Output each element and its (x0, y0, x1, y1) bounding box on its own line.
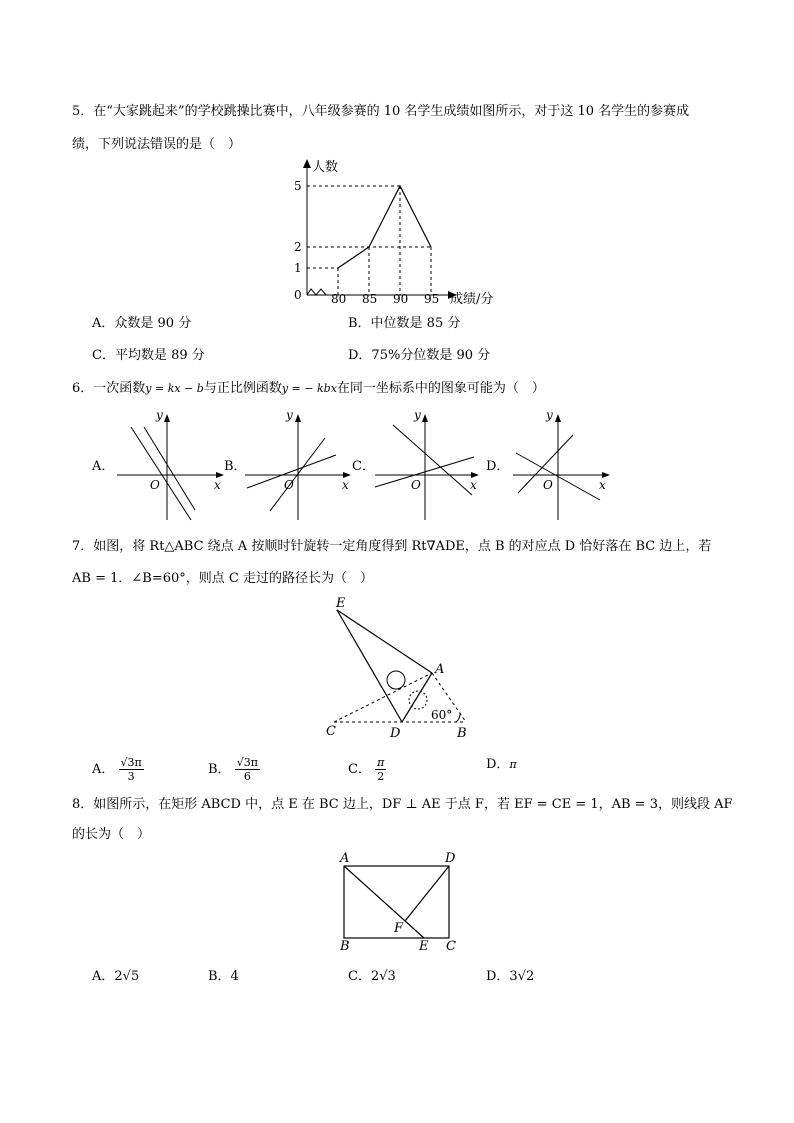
q7-option-c[interactable] (348, 756, 386, 783)
y-tick-label: 0 (294, 288, 302, 302)
q6-b-x-label: x (342, 478, 349, 492)
q6-c-x-label: x (470, 478, 477, 492)
q6-a-x-label: x (214, 478, 221, 492)
q8-option-b[interactable]: B．4 (208, 969, 239, 984)
y-tick-label: 5 (294, 179, 302, 193)
x-tick-label: 95 (424, 292, 440, 306)
q7-stem-line2: AB = 1．∠B=60°，则点 C 走过的路径长为（ ） (72, 571, 373, 586)
q7-a-num: √3π (120, 756, 142, 769)
q7-label-b: B (457, 726, 467, 741)
series-polyline (338, 186, 431, 268)
q8-label-f: F (394, 921, 404, 936)
x-tick-label: 80 (331, 292, 347, 306)
q6-d-x-label: x (599, 478, 606, 492)
q7-stem-line1: 7．如图，将 Rt△ABC 绕点 A 按顺时针旋转一定角度得到 Rt∇ADE，点 B 的对应点 D 恰好落在 BC 边上，若 (72, 539, 712, 554)
x-tick-label: 90 (393, 292, 409, 306)
q8-stem-line2: 的长为（ ） (72, 827, 151, 842)
y-tick-label: 2 (294, 240, 302, 254)
q6-formula-2: y = − kbx (281, 382, 337, 395)
q7-figure (320, 593, 480, 743)
q8-stem-line1: 8．如图所示，在矩形 ABCD 中，点 E 在 BC 边上，DF ⊥ AE 于点 F，若 EF = CE = 1，AB = 3，则线段 AF (72, 797, 733, 812)
q6-d-y-label: y (546, 408, 553, 422)
q5-option-d[interactable]: D．75%分位数是 90 分 (348, 348, 491, 363)
q6-option-c[interactable]: C． (352, 459, 375, 474)
q6-b-origin: O (284, 478, 294, 492)
q8-option-a[interactable]: A．2√5 (92, 969, 140, 984)
q8-option-c[interactable]: C．2√3 (348, 969, 396, 984)
q5-option-b[interactable]: B．中位数是 85 分 (348, 316, 461, 331)
q7-angle-label: 60° (431, 708, 453, 722)
y-tick-label: 1 (294, 261, 302, 275)
q7-option-c-fraction (375, 756, 386, 783)
q7-label-e: E (336, 596, 346, 611)
q5-option-a[interactable]: A．众数是 90 分 (92, 316, 192, 331)
q5-option-c[interactable]: C．平均数是 89 分 (92, 348, 205, 363)
y-axis-arrow (303, 159, 311, 168)
q6-option-a[interactable]: A． (92, 459, 115, 474)
q7-option-b[interactable] (208, 756, 260, 783)
q7-option-a[interactable] (92, 756, 144, 783)
q7-a-den: 3 (127, 770, 135, 783)
q6-a-origin: O (150, 478, 160, 492)
series-line (338, 186, 431, 268)
q7-option-b-label: B． (208, 762, 231, 777)
q6-graph-d (513, 408, 610, 520)
q8-label-d: D (445, 851, 456, 866)
q6-c-origin: O (411, 478, 421, 492)
q7-b-den: 6 (243, 770, 251, 783)
q7-label-d: D (390, 726, 401, 741)
y-axis-label: 人数 (312, 160, 339, 175)
q8-label-a: A (340, 851, 350, 866)
q6-graph-a (117, 408, 224, 520)
q8-option-d[interactable]: D．3√2 (486, 969, 535, 984)
q6-graph-c (375, 408, 479, 520)
q6-option-d[interactable]: D． (486, 459, 510, 474)
q6-d-origin: O (543, 478, 553, 492)
q6-b-y-label: y (286, 408, 293, 422)
axis-break (307, 289, 326, 295)
q7-label-a: A (435, 662, 445, 677)
q8-label-c: C (446, 939, 456, 954)
q6-stem-part3: 在同一坐标系中的图象可能为（ ） (336, 381, 545, 396)
q7-option-c-label: C． (348, 762, 371, 777)
q7-option-d-label: D． (486, 757, 510, 772)
q7-option-a-fraction (119, 756, 144, 783)
q7-c-num: π (377, 756, 385, 769)
q6-graphs (0, 405, 794, 530)
q7-c-den: 2 (377, 770, 385, 783)
q6-c-y-label: y (414, 408, 421, 422)
q7-option-d[interactable] (486, 756, 517, 774)
q8-figure (330, 848, 470, 958)
q7-option-b-fraction (235, 756, 260, 783)
q6-stem-part2: 与正比例函数 (203, 381, 282, 396)
q8-label-e: E (419, 939, 429, 954)
q6-formula-1: y = kx − b (145, 382, 204, 395)
q7-label-c: C (326, 724, 336, 739)
x-axis-label: 成绩/分 (450, 292, 494, 307)
q5-stem-line1: 5．在“大家跳起来”的学校跳操比赛中，八年级参赛的 10 名学生成绩如图所示，对于这 10 名学生的参赛成 (72, 104, 690, 119)
tick-labels (294, 179, 439, 306)
q5-line-chart (290, 155, 510, 305)
q8-label-b: B (340, 939, 350, 954)
q7-b-num: √3π (236, 756, 258, 769)
q7-option-a-label: A． (92, 762, 115, 777)
guide-lines (307, 186, 431, 295)
q6-a-y-label: y (156, 408, 163, 422)
x-tick-label: 85 (362, 292, 378, 306)
q6-stem (72, 380, 545, 398)
q6-graph-b (245, 408, 351, 520)
q7-option-d-value: π (509, 758, 517, 771)
q5-stem-line2: 绩，下列说法错误的是（ ） (72, 137, 242, 152)
q6-stem-part1: 6．一次函数 (72, 381, 146, 396)
q6-option-b[interactable]: B． (224, 459, 247, 474)
